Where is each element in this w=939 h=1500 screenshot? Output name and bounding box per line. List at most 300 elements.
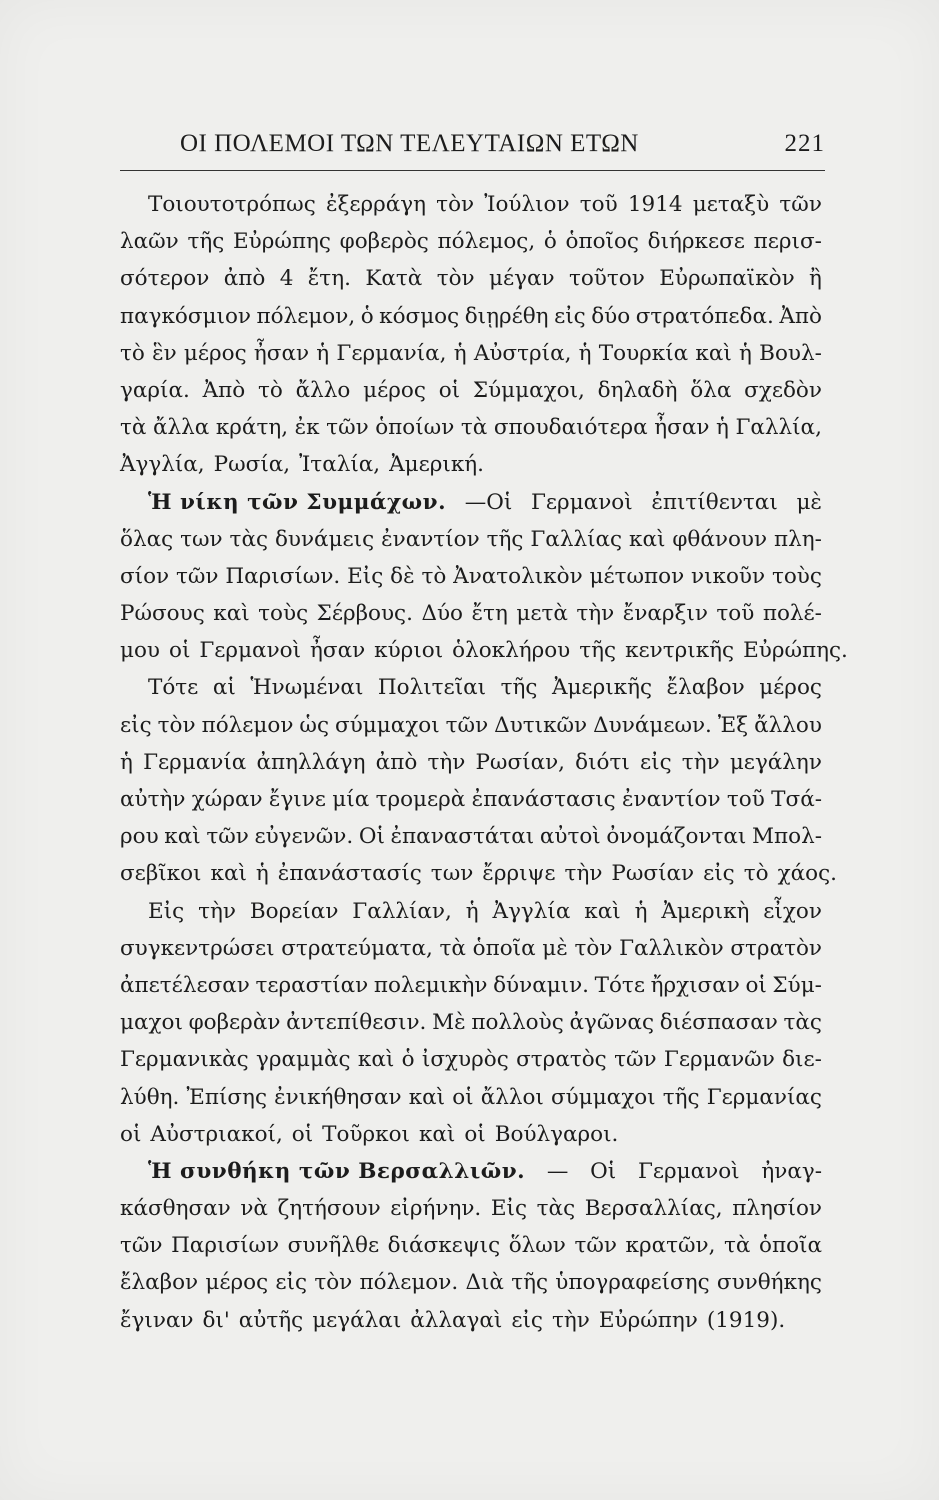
word: ἔναρξιν — [622, 601, 708, 627]
word: ἠναγ- — [761, 1158, 822, 1184]
word: Γαλλία, — [735, 415, 822, 441]
word: ἔρριψε — [482, 861, 556, 887]
word: τῆς — [579, 638, 617, 664]
word: ἡ — [715, 415, 729, 441]
word: ἀπετέλεσαν — [120, 972, 250, 998]
word: τοὺς — [771, 563, 822, 589]
word: μέρος — [363, 377, 426, 403]
word: Εὐρώπης. — [743, 638, 848, 664]
word: νὰ — [240, 1196, 268, 1222]
word: σότερον — [120, 266, 210, 292]
word: καὶ — [408, 1084, 446, 1110]
word: τὴν — [427, 749, 466, 775]
word: λαῶν — [120, 229, 179, 255]
text-line — [120, 446, 822, 483]
word: ἡ — [578, 340, 592, 366]
word: τὸ — [120, 340, 145, 366]
word: Παρισίων — [171, 1233, 280, 1259]
word: τὰ — [460, 415, 488, 441]
word: μία — [332, 787, 370, 812]
word: τοῦ — [579, 192, 618, 217]
word: κύριοι — [374, 638, 444, 664]
word: μαχοι — [120, 1010, 183, 1036]
word: οἱ — [169, 638, 191, 664]
word: σύμμαχοι — [335, 712, 440, 738]
text-line — [120, 558, 822, 595]
word: Πολιτεῖαι — [377, 675, 487, 701]
word: τῶν — [614, 1047, 657, 1073]
word: Εἰς — [347, 563, 384, 589]
word: τὰ — [439, 935, 466, 961]
word: ἐξερράγη — [325, 192, 426, 217]
word: ὁ — [360, 303, 374, 329]
word: ὅλας — [120, 526, 174, 552]
word: φθάνουν — [672, 526, 768, 552]
text-line — [120, 1004, 822, 1041]
word: στρατεύματα, — [281, 935, 433, 961]
text-line — [120, 930, 822, 967]
word: ἐναντίον — [622, 787, 721, 812]
word: στρατὸν — [730, 935, 822, 961]
word: ἐπαναστάται — [390, 824, 535, 850]
word: μέτωπον — [589, 563, 685, 589]
word: εἶχον — [763, 898, 822, 924]
section-heading: Ἡ νίκη τῶν Συμμάχων. — [148, 489, 447, 515]
word: οἱ — [464, 1121, 486, 1147]
word: οἱ — [291, 1121, 314, 1147]
word: αἱ — [212, 675, 236, 701]
word: κάσθησαν — [120, 1196, 231, 1222]
word: πολλοὺς — [471, 1010, 564, 1036]
word: οἱ — [438, 377, 461, 403]
word: Παρισίων. — [225, 563, 341, 589]
word: Αὐστριακοί, — [150, 1121, 283, 1147]
word: τὰς — [229, 526, 269, 552]
word: μέρος — [759, 675, 822, 701]
word: τοὺς — [258, 601, 309, 627]
word: τοῦ — [726, 787, 765, 812]
word: τὸν — [314, 1270, 353, 1296]
word: Ἀγγλία — [492, 898, 571, 924]
word: τῆς — [187, 229, 225, 255]
text-line — [120, 855, 837, 892]
word: τῶν — [175, 563, 219, 589]
word: μεγάλαι — [312, 1307, 402, 1333]
word: σπουδαιότερα — [493, 415, 648, 441]
paragraph-treaty-versailles — [120, 1153, 822, 1339]
word: ἡ — [465, 898, 479, 924]
word: φοβερὰν — [188, 1010, 281, 1036]
word: ἄλλου — [754, 712, 822, 738]
word: τῶν — [574, 1233, 617, 1259]
word: ἡ — [316, 340, 330, 366]
word: Ἀμερικῆς — [551, 675, 653, 701]
word: πλησίον — [732, 1196, 822, 1222]
word: ἦσαν — [253, 340, 310, 366]
word: οἱ — [745, 972, 767, 998]
word: δι' — [202, 1307, 230, 1333]
word: κεντρικῆς — [625, 638, 735, 664]
word: τὴν — [564, 861, 603, 887]
word: μέρος — [205, 1270, 269, 1296]
word: 4 — [279, 266, 294, 292]
word: πλη- — [774, 526, 822, 552]
text-line — [120, 893, 822, 930]
word: ὁποῖος — [565, 229, 639, 255]
word: εἰς — [511, 1307, 543, 1333]
word: Ἀπὸ — [779, 303, 822, 329]
text-line — [120, 409, 822, 446]
word: ὁποίων — [375, 415, 455, 441]
word: εἰρήνην. — [390, 1196, 482, 1222]
word: των — [430, 861, 474, 887]
word: Εὐρωπαϊκὸν — [659, 266, 795, 292]
word: λύθη. — [120, 1084, 180, 1110]
word: ἀπηλλάγη — [256, 749, 366, 775]
word: εἰς — [640, 749, 672, 775]
word: δὲ — [390, 563, 415, 589]
word: ἐναντίον — [381, 526, 480, 552]
word: ἡ — [739, 340, 752, 366]
word: ἡ — [634, 898, 648, 924]
text-line — [120, 1302, 822, 1339]
word: μὲ — [542, 935, 568, 961]
word: Σύμ- — [772, 972, 822, 998]
word: δηλαδὴ — [597, 377, 678, 403]
word: Ἰταλία, — [299, 452, 381, 478]
text-line — [120, 521, 822, 558]
word: τὸ — [421, 563, 447, 589]
word: τῶν — [120, 1233, 163, 1259]
word: Οἱ — [590, 1158, 617, 1184]
word: ἡ — [453, 340, 467, 366]
word: ἔτη — [471, 601, 508, 627]
word: ἔλαβον — [666, 675, 745, 701]
text-line — [120, 595, 822, 632]
word: Εὐρώπης — [232, 229, 331, 255]
word: τῶν — [326, 415, 369, 441]
word: αὐτοὶ — [539, 824, 601, 850]
word: τὴν — [681, 749, 720, 775]
word: οἱ — [120, 1121, 142, 1147]
word: ἦσαν — [310, 638, 366, 664]
word: σύμμαχοι — [550, 1084, 656, 1110]
text-line — [120, 223, 822, 260]
word: ὅλα — [690, 377, 732, 403]
word: δύο — [591, 303, 631, 329]
word: τὸν — [574, 935, 613, 961]
word: Τότε — [148, 675, 199, 701]
word: πολέ- — [762, 601, 822, 627]
word: πόλεμος, — [437, 229, 536, 255]
text-line — [120, 818, 822, 855]
word: χάος. — [777, 861, 837, 887]
text-line — [120, 707, 822, 744]
word: εὐγενῶν. — [254, 824, 354, 850]
word: συγκεντρώσει — [120, 935, 275, 961]
text-line — [120, 669, 822, 706]
word: τοῦ — [716, 601, 755, 627]
word: Γερμανίας — [706, 1084, 822, 1110]
word: ὁποῖα — [759, 1233, 822, 1259]
word: Δυτικῶν — [494, 712, 588, 738]
word: ἔγινε — [268, 787, 326, 812]
word: ἄλλοι — [480, 1084, 544, 1110]
word: τὴν — [576, 601, 615, 627]
word: συνθήκης — [716, 1270, 822, 1296]
word: διότι — [575, 749, 630, 775]
word: Σέρβους. — [316, 601, 413, 627]
word: ζητήσουν — [277, 1196, 381, 1222]
word: δύναμιν. — [493, 972, 590, 998]
paragraph-outbreak — [120, 186, 822, 484]
word: διήρκεσε — [647, 229, 745, 255]
word: κρατῶν, — [625, 1233, 716, 1259]
word: μεγάλην — [729, 749, 822, 775]
word: τῆς — [511, 1270, 549, 1296]
word: νικοῦν — [691, 563, 766, 589]
word: μετὰ — [516, 601, 568, 627]
word: ἡ — [120, 749, 133, 775]
word: ὁ — [401, 1047, 415, 1073]
word: καὶ — [210, 861, 247, 887]
word: Μπολ- — [751, 824, 822, 850]
word: σίον — [120, 563, 170, 589]
word: τεραστίαν — [255, 972, 369, 998]
word: οἱ — [452, 1084, 474, 1110]
word: ἐκ — [294, 415, 320, 441]
body-text — [120, 186, 848, 1339]
word: γραμμὰς — [256, 1047, 351, 1073]
word: στρατόπεδα. — [635, 303, 774, 329]
word: τὰς — [536, 1196, 576, 1222]
word: Γερμανία, — [336, 340, 447, 366]
word: Γερμανοὶ — [531, 489, 633, 515]
word: Ρωσία, — [213, 452, 291, 478]
word: Εἰς — [148, 898, 185, 924]
word: καὶ — [164, 824, 201, 850]
word: χώραν — [191, 787, 263, 812]
word: Βουλ- — [759, 340, 822, 366]
word: κράτη, — [215, 415, 289, 441]
word: 1914 — [627, 192, 683, 217]
text-line — [120, 967, 822, 1004]
text-line — [120, 372, 822, 409]
word: Τοιουτοτρόπως — [148, 192, 316, 217]
word: —Οἱ — [464, 489, 513, 515]
word: μέρος — [183, 340, 247, 366]
word: διε- — [782, 1047, 822, 1073]
word: γαρία. — [120, 377, 190, 403]
word: τῆς — [500, 675, 538, 701]
word: σεβῖκοι — [120, 861, 202, 887]
word: πολεμικὴν — [373, 972, 488, 998]
word: ρου — [120, 824, 159, 850]
word: τὸν — [436, 192, 475, 217]
text-line — [120, 1153, 822, 1190]
word: Τσά- — [771, 787, 822, 812]
text-line — [120, 1079, 822, 1116]
word: Γερμανία — [143, 749, 247, 775]
word: Σύμμαχοι, — [472, 377, 585, 403]
text-line — [120, 186, 822, 223]
word: Γαλλίαν, — [352, 898, 452, 924]
word: των — [180, 526, 223, 552]
word: σχεδὸν — [744, 377, 822, 403]
word: Βορείαν — [249, 898, 339, 924]
word: Κατὰ — [365, 266, 423, 292]
text-line — [120, 335, 822, 372]
word: καὶ — [695, 340, 732, 366]
word: Βούλγαροι. — [494, 1121, 619, 1147]
word: Αὐστρία, — [473, 340, 572, 366]
word: αὐτῆς — [238, 1307, 304, 1333]
word: διῃρέθη — [464, 303, 549, 329]
word: ἓν — [152, 340, 177, 366]
word: Τοῦρκοι — [322, 1121, 410, 1147]
word: Ἀμερικὴ — [661, 898, 750, 924]
word: καὶ — [629, 526, 666, 552]
text-line — [120, 260, 822, 297]
word: Γερμανῶν — [663, 1047, 775, 1073]
word: ὅλων — [508, 1233, 566, 1259]
word: Δύο — [421, 601, 463, 627]
word: δυνάμεις — [274, 526, 375, 552]
word: καὶ — [357, 1047, 395, 1073]
word: Ἰούλιον — [484, 192, 570, 217]
word: τὰ — [120, 415, 147, 441]
word: τοῦτον — [568, 266, 645, 292]
word: ὁποῖα — [472, 935, 536, 961]
word: — — [546, 1158, 569, 1184]
word: διάσκεψις — [387, 1233, 501, 1259]
word: εἰς — [275, 1270, 308, 1296]
word: Διὰ — [465, 1270, 504, 1296]
word: Ἀπὸ — [202, 377, 246, 403]
word: Γερμανικὰς — [120, 1047, 249, 1073]
word: ἢ — [809, 266, 822, 292]
word: Ρωσίαν — [611, 861, 695, 887]
text-line — [120, 1264, 822, 1301]
word: ἔλαβον — [120, 1270, 199, 1296]
word: φοβερὸς — [339, 229, 429, 255]
text-line — [120, 1227, 822, 1264]
text-line — [120, 744, 822, 781]
word: Γερμανοὶ — [637, 1158, 740, 1184]
word: τὸ — [743, 861, 769, 887]
word: τὰς — [783, 1010, 822, 1036]
text-line — [120, 1190, 822, 1227]
word: τῆς — [486, 526, 524, 552]
word: ἤρχισαν — [650, 972, 740, 998]
word: ἦσαν — [654, 415, 710, 441]
word: Βερσαλλίας, — [584, 1196, 723, 1222]
word: ἔτη. — [307, 266, 351, 292]
page-number: 221 — [784, 130, 825, 157]
word: εἰς — [703, 861, 735, 887]
word: ὁ — [543, 229, 557, 255]
word: Γαλλίας — [530, 526, 623, 552]
word: ἄλλο — [295, 377, 351, 403]
text-line — [120, 1041, 822, 1078]
word: πόλεμον — [201, 712, 294, 738]
word: Ἀνατολικὸν — [453, 563, 583, 589]
word: Ρωσίαν, — [475, 749, 565, 775]
word: στρατὸς — [516, 1047, 607, 1073]
word: τὴν — [198, 898, 236, 924]
word: συνῆλθε — [287, 1233, 380, 1259]
text-line — [120, 781, 822, 818]
page-header — [120, 130, 825, 170]
word: τὸ — [258, 377, 283, 403]
word: μέγαν — [489, 266, 555, 292]
word: ἀπὸ — [223, 266, 266, 292]
word: τῆς — [662, 1084, 700, 1110]
word: Εἰς — [490, 1196, 528, 1222]
word: καὶ — [584, 898, 621, 924]
word: ἐπανάστασις — [471, 787, 616, 812]
word: Ἐξ — [717, 712, 749, 738]
word: Τουρκία — [598, 340, 689, 366]
word: ὁλοκλήρου — [452, 638, 571, 664]
word: μεταξὺ — [692, 192, 770, 217]
word: τὰ — [724, 1233, 751, 1259]
word: πόλεμον. — [359, 1270, 459, 1296]
running-title: ΟΙ ΠΟΛΕΜΟΙ ΤΩΝ ΤΕΛΕΥΤΑΙΩΝ ΕΤΩΝ — [180, 130, 639, 157]
word: ἐπανάστασίς — [277, 861, 422, 887]
word: Ρώσους — [120, 601, 205, 627]
word: τῶν — [206, 824, 249, 850]
word: Μὲ — [432, 1010, 466, 1036]
text-line — [120, 484, 822, 521]
word: ἰσχυρὸς — [421, 1047, 509, 1073]
word: Γαλλικὸν — [619, 935, 724, 961]
text-line — [120, 1116, 822, 1153]
word: ἡ — [255, 861, 269, 887]
text-line — [120, 632, 848, 669]
word: ἔγιναν — [120, 1307, 194, 1333]
word: Ἀγγλία, — [120, 452, 205, 478]
word: Γερμανοὶ — [199, 638, 302, 664]
word: Ἐπίσης — [186, 1084, 267, 1110]
word: καὶ — [418, 1121, 456, 1147]
word: παγκόσμιον — [120, 303, 251, 329]
section-heading: Ἡ συνθήκη τῶν Βερσαλλιῶν. — [148, 1158, 526, 1184]
word: Ἀμερική. — [389, 452, 485, 478]
word: μου — [120, 638, 160, 664]
word: Ἡνωμέναι — [250, 675, 364, 701]
word: τὸν — [436, 266, 475, 292]
word: ἀγῶνας — [569, 1010, 654, 1036]
text-line — [120, 298, 822, 335]
word: τὴν — [551, 1307, 590, 1333]
word: Τότε — [594, 972, 645, 998]
word: ὑπογραφείσης — [555, 1270, 710, 1296]
paragraph-allied-victory — [120, 484, 848, 1153]
word: ἀπὸ — [375, 749, 418, 775]
word: εἰς — [554, 303, 586, 329]
word: Εὐρώπην — [598, 1307, 698, 1333]
word: Οἱ — [358, 824, 385, 850]
word: ἄλλα — [152, 415, 210, 441]
word: ἀντεπίθεσιν. — [286, 1010, 427, 1036]
word: διέσπασαν — [659, 1010, 778, 1036]
word: περισ- — [753, 229, 822, 255]
word: εἰς — [120, 712, 152, 738]
word: ἐπιτίθενται — [651, 489, 778, 515]
word: τῶν — [779, 192, 822, 217]
word: ὡς — [299, 712, 329, 738]
